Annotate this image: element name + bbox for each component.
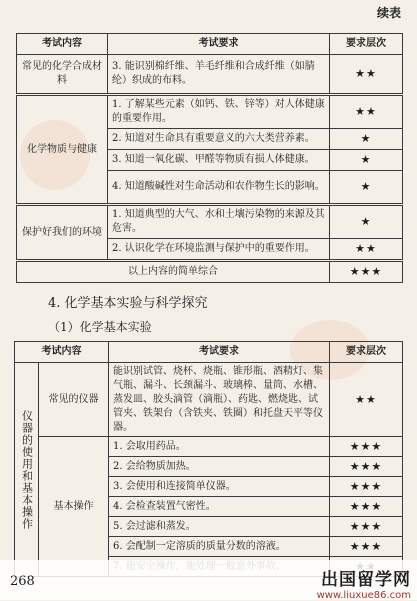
requirement-cell: 4. 知道酸碱性对生命活动和农作物生长的影响。 [108,171,330,205]
requirement-cell: 1. 了解某些元素（如钙、铁、锌等）对人体健康的重要作用。 [108,95,330,129]
header-content: 考试内容 [15,342,109,363]
basic-experiment-table [14,341,403,577]
requirement-cell: 1. 知道典型的大气、水和土壤污染物的来源及其危害。 [108,205,330,239]
continued-label: 续表 [376,6,401,20]
site-watermark[interactable] [317,565,411,601]
header-requirement: 考试要求 [108,34,330,55]
requirements-table-continued [16,33,403,283]
requirement-cell: 2. 会给物质加热。 [109,457,330,477]
table-header-row [15,342,403,363]
level-cell: ★★ [330,363,403,437]
level-cell: ★★★ [330,497,403,517]
requirement-cell: 1. 会取用药品。 [109,437,330,457]
topic-cell: 保护好我们的环境 [17,205,108,261]
summary-text: 以上内容的简单综合 [17,261,330,283]
header-level: 要求层次 [330,342,403,363]
requirement-cell: 3. 能识别棉纤维、羊毛纤维和合成纤维（如腈纶）织成的布料。 [108,55,330,95]
page-number: 268 [10,574,35,589]
site-name: 出国留学网 [321,570,411,590]
level-cell: ★ [330,129,403,150]
level-cell: ★ [330,205,403,239]
level-cell: ★★★ [330,477,403,497]
topic-cell: 化学物质与健康 [17,95,108,205]
table-row [17,95,403,129]
header-content: 考试内容 [17,34,108,55]
level-cell: ★★ [330,239,403,261]
section-heading: 4. 化学基本实验与科学探究 [48,296,208,311]
level-cell: ★ [330,150,403,171]
table-header-row [17,34,403,55]
level-cell: ★★ [330,55,403,95]
table-row [17,205,403,239]
requirement-cell: 2. 认识化学在环境监测与保护中的重要作用。 [108,239,330,261]
topic-cell: 常见的仪器 [39,363,109,437]
requirement-cell: 2. 知道对生命具有重要意义的六大类营养素。 [108,129,330,150]
requirement-cell: 6. 会配制一定溶质的质量分数的溶液。 [109,537,330,557]
requirement-cell: 3. 会使用和连接简单仪器。 [109,477,330,497]
table-row [15,363,403,437]
requirement-cell: 4. 会检查装置气密性。 [109,497,330,517]
level-cell: ★★★ [330,437,403,457]
site-url[interactable]: www.liuxue86.com [316,590,411,601]
group-label: 仪器的使用和基本操作 [15,363,39,577]
topic-cell: 常见的化学合成材料 [17,55,108,95]
level-cell: ★ [330,171,403,205]
level-cell: ★★★ [330,517,403,537]
requirement-cell: 5. 会过滤和蒸发。 [109,517,330,537]
level-cell: ★★★ [330,457,403,477]
table-row [15,437,403,457]
level-cell: ★★★ [330,537,403,557]
header-requirement: 考试要求 [109,342,330,363]
requirement-cell: 能识别试管、烧杯、烧瓶、锥形瓶、酒精灯、集气瓶、漏斗、长颈漏斗、玻璃棒、量筒、水槽、蒸发皿、胶头滴管（滴瓶）、药匙、燃烧匙、试管夹、铁架台（含铁夹、铁圈）和托盘天平等仪器。 [109,363,330,437]
requirement-cell: 3. 知道一氧化碳、甲醛等物质有损人体健康。 [108,150,330,171]
topic-cell: 基本操作 [39,437,109,577]
summary-level: ★★★ [330,261,403,283]
header-level: 要求层次 [330,34,403,55]
summary-row [17,261,403,283]
section-subheading: （1）化学基本实验 [48,320,152,334]
table-row [17,55,403,95]
level-cell: ★★ [330,95,403,129]
